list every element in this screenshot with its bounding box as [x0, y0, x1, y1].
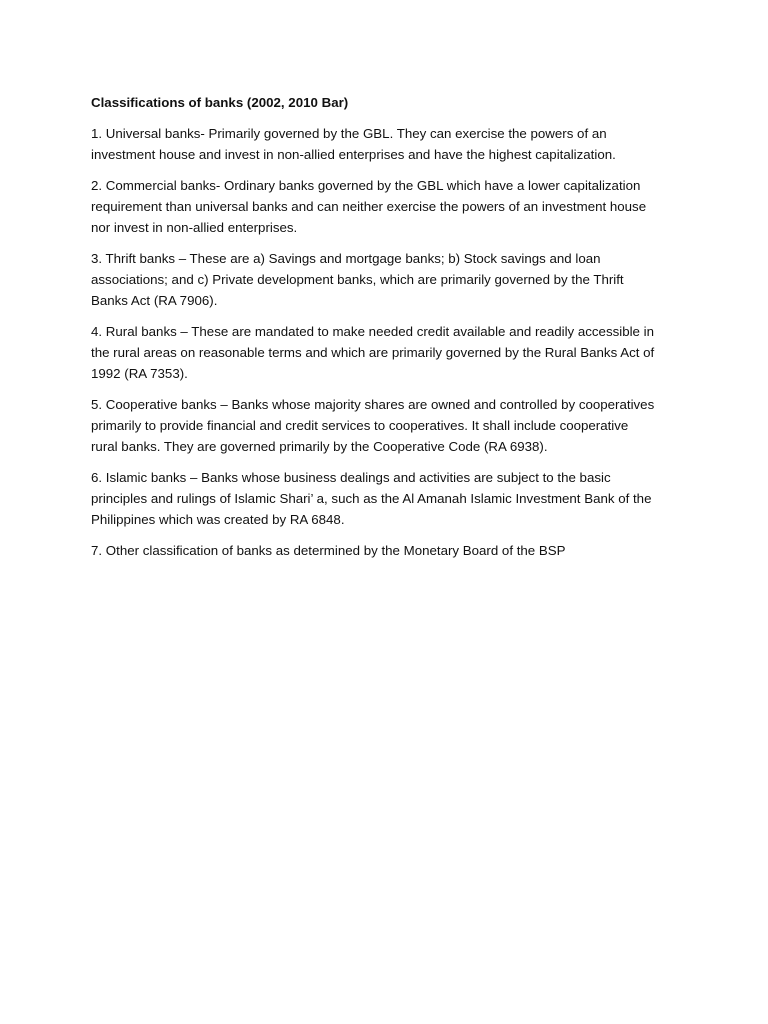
text-line: investment house and invest in non-allied enterprises and have the highest capitalization.: [91, 147, 616, 162]
text-line: 7. Other classification of banks as determined by the Monetary Board of the BSP: [91, 543, 566, 558]
text-line: 1. Universal banks- Primarily governed by the GBL. They can exercise the powers of an: [91, 126, 607, 141]
text-line: 2. Commercial banks- Ordinary banks governed by the GBL which have a lower capitalization: [91, 178, 641, 193]
document-body: [91, 92, 691, 571]
text-line: Banks Act (RA 7906).: [91, 293, 218, 308]
text-line: 1992 (RA 7353).: [91, 366, 188, 381]
paragraph-cooperative-banks: [91, 394, 691, 457]
paragraph-rural-banks: [91, 321, 691, 384]
text-line: nor invest in non-allied enterprises.: [91, 220, 298, 235]
text-line: rural banks. They are governed primarily by the Cooperative Code (RA 6938).: [91, 439, 548, 454]
paragraph-other-classification: [91, 540, 691, 561]
text-line: the rural areas on reasonable terms and which are primarily governed by the Rural Banks Act of: [91, 345, 655, 360]
paragraph-thrift-banks: [91, 248, 691, 311]
text-line: requirement than universal banks and can neither exercise the powers of an investment house: [91, 199, 647, 214]
text-line: associations; and c) Private development banks, which are primarily governed by the Thrift: [91, 272, 624, 287]
text-line: 6. Islamic banks – Banks whose business dealings and activities are subject to the basic: [91, 470, 611, 485]
text-line: Philippines which was created by RA 6848.: [91, 512, 345, 527]
text-line: primarily to provide financial and credit services to cooperatives. It shall include cooperative: [91, 418, 629, 433]
paragraph-commercial-banks: [91, 175, 691, 238]
text-line: 4. Rural banks – These are mandated to make needed credit available and readily accessible in: [91, 324, 654, 339]
paragraph-universal-banks: [91, 123, 691, 165]
text-line: 3. Thrift banks – These are a) Savings and mortgage banks; b) Stock savings and loan: [91, 251, 601, 266]
text-line: principles and rulings of Islamic Shari’ a, such as the Al Amanah Islamic Investment Bank of the: [91, 491, 652, 506]
text-line: 5. Cooperative banks – Banks whose majority shares are owned and controlled by cooperatives: [91, 397, 655, 412]
document-title: Classifications of banks (2002, 2010 Bar): [91, 95, 349, 110]
paragraph-islamic-banks: [91, 467, 691, 530]
